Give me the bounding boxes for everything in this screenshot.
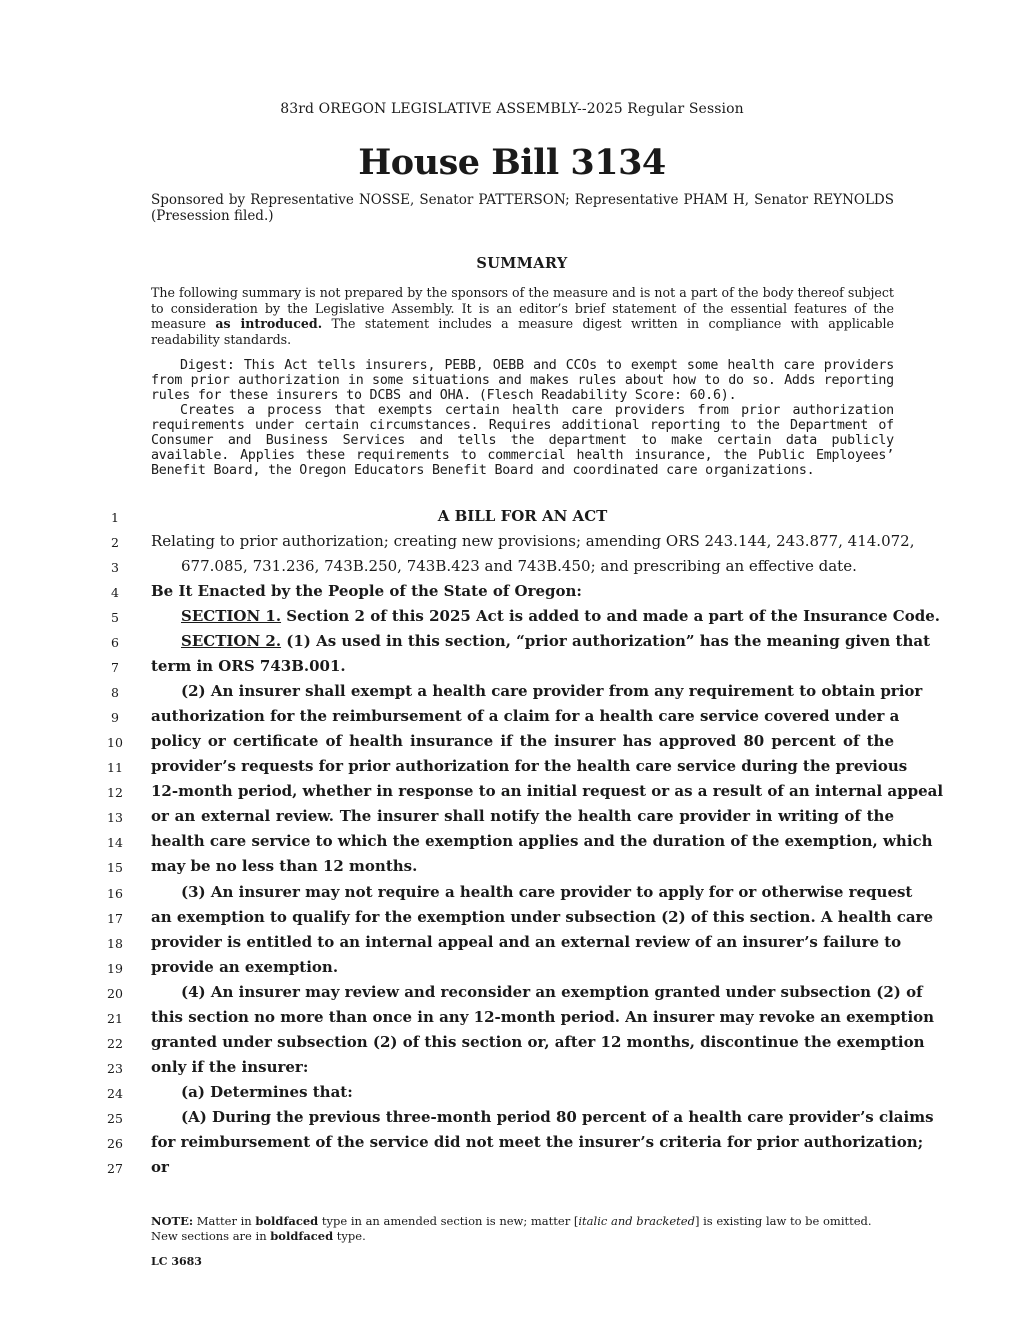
line-number: 8 (111, 685, 119, 700)
note-text: type. (333, 1229, 366, 1243)
bill-line: or (151, 1158, 169, 1176)
bill-line: (A) During the previous three-month period 80 percent of a health care provider’s claims (181, 1108, 934, 1126)
line-number: 10 (107, 735, 123, 750)
line-number: 19 (107, 961, 123, 976)
line-number: 27 (107, 1161, 123, 1176)
summary-intro-text: The following summary is not prepared by the sponsors of the measure and is not a part of the body thereof subject to consideration by the Legislative Assembly. It is an editor’s brief statement of the essential features of the measure (151, 285, 894, 332)
note-text: New sections are in (151, 1229, 271, 1243)
bill-line: (3) An insurer may not require a health care provider to apply for or otherwise request (181, 883, 913, 901)
bill-line: provider is entitled to an internal appeal and an external review of an insurer’s failure to (151, 933, 902, 951)
line-number: 4 (111, 585, 119, 600)
digest-paragraph: Digest: This Act tells insurers, PEBB, OEBB and CCOs to exempt some health care providers from prior authorization in some situations and makes rules about how to do so. Adds reporting rules for these insurers to DCBS and OHA. (Flesch Readability Score: 60.6). (151, 358, 894, 403)
bill-line: (2) An insurer shall exempt a health care provider from any requirement to obtain prior (181, 682, 923, 700)
section-2-label: SECTION 2. (181, 632, 282, 650)
line-number: 23 (107, 1061, 123, 1076)
bill-line: health care service to which the exemption applies and the duration of the exemption, which (151, 832, 933, 850)
bill-line: term in ORS 743B.001. (151, 657, 346, 675)
line-number: 13 (107, 810, 123, 825)
bill-line: or an external review. The insurer shall notify the health care provider in writing of the (151, 807, 894, 825)
note-text: Matter in (193, 1214, 256, 1228)
bill-line: provide an exemption. (151, 958, 339, 976)
note-bold: boldfaced (270, 1229, 334, 1243)
section-1-text: Section 2 of this 2025 Act is added to and made a part of the Insurance Code. (281, 607, 940, 625)
bill-line: granted under subsection (2) of this section or, after 12 months, discontinue the exemption (151, 1033, 925, 1051)
line-number: 2 (111, 535, 119, 550)
line-number: 26 (107, 1136, 123, 1151)
line-number: 22 (107, 1036, 123, 1051)
note-text: type in an amended section is new; matter [ (318, 1214, 579, 1228)
section-2 (151, 632, 931, 650)
bill-line: this section no more than once in any 12-month period. An insurer may revoke an exemption (151, 1008, 935, 1026)
line-number: 1 (111, 510, 119, 525)
line-number: 3 (111, 560, 119, 575)
section-1-label: SECTION 1. (181, 607, 282, 625)
line-number: 17 (107, 911, 123, 926)
bill-line: (4) An insurer may review and reconsider an exemption granted under subsection (2) of (181, 983, 923, 1001)
note-italic: italic and bracketed (578, 1214, 695, 1228)
line-number: 5 (111, 610, 119, 625)
bill-line: policy or certificate of health insurance if the insurer has approved 80 percent of the (151, 732, 894, 750)
bill-line: only if the insurer: (151, 1058, 309, 1076)
digest-paragraph: Creates a process that exempts certain health care providers from prior authorization requirements under certain circumstances. Requires additional reporting to the Department of Consumer and Business Services and tells the department to make certain data publicly available. Applies these requirements to commercial health insurance, the Public Employees’ Benefit Board, the Oregon Educators Benefit Board and coordinated care organizations. (151, 403, 894, 478)
line-number: 11 (107, 760, 123, 775)
bill-line: (a) Determines that: (181, 1083, 353, 1101)
bill-line: for reimbursement of the service did not meet the insurer’s criteria for prior authorization; (151, 1133, 924, 1151)
bill-line: 677.085, 731.236, 743B.250, 743B.423 and 743B.450; and prescribing an effective date. (181, 557, 857, 575)
summary-intro-bold: as introduced. (215, 316, 323, 332)
line-number: 14 (107, 835, 123, 850)
enacting-clause: Be It Enacted by the People of the State of Oregon: (151, 582, 582, 600)
note-label: NOTE: (151, 1214, 194, 1228)
line-number: 18 (107, 936, 123, 951)
line-number: 7 (111, 660, 119, 675)
line-number: 12 (107, 785, 123, 800)
bill-line: 12-month period, whether in response to an initial request or as a result of an internal appeal (151, 782, 944, 800)
lc-number: LC 3683 (151, 1255, 202, 1268)
bill-heading: A BILL FOR AN ACT (437, 507, 608, 525)
line-number: 9 (111, 710, 119, 725)
footer-note (151, 1214, 911, 1244)
bill-line: may be no less than 12 months. (151, 857, 418, 875)
summary-heading: SUMMARY (476, 255, 568, 272)
line-number: 6 (111, 635, 119, 650)
summary-intro (151, 285, 894, 347)
bill-title: House Bill 3134 (358, 142, 666, 183)
digest (151, 358, 894, 478)
sponsor-line: Sponsored by Representative NOSSE, Senator PATTERSON; Representative PHAM H, Senator REYNOLDS (Presession filed.) (151, 192, 894, 224)
line-number: 15 (107, 860, 123, 875)
section-1 (151, 607, 940, 625)
bill-line: authorization for the reimbursement of a claim for a health care service covered under a (151, 707, 900, 725)
note-text: ] is existing law to be omitted. (694, 1214, 872, 1228)
bill-line: provider’s requests for prior authorization for the health care service during the previous (151, 757, 908, 775)
note-bold: boldfaced (255, 1214, 319, 1228)
line-number: 16 (107, 886, 123, 901)
line-number: 20 (107, 986, 123, 1001)
bill-line: Relating to prior authorization; creating new provisions; amending ORS 243.144, 243.877, 414.072, (151, 532, 915, 550)
line-number: 21 (107, 1011, 123, 1026)
summary-intro-text-2: The statement includes a measure digest written in compliance with applicable readability standards. (151, 316, 894, 347)
line-number: 24 (107, 1086, 123, 1101)
section-2-text: (1) As used in this section, “prior authorization” has the meaning given that (281, 632, 931, 650)
bill-line: an exemption to qualify for the exemption under subsection (2) of this section. A health care (151, 908, 933, 926)
line-number: 25 (107, 1111, 123, 1126)
session-header: 83rd OREGON LEGISLATIVE ASSEMBLY--2025 Regular Session (280, 101, 744, 117)
